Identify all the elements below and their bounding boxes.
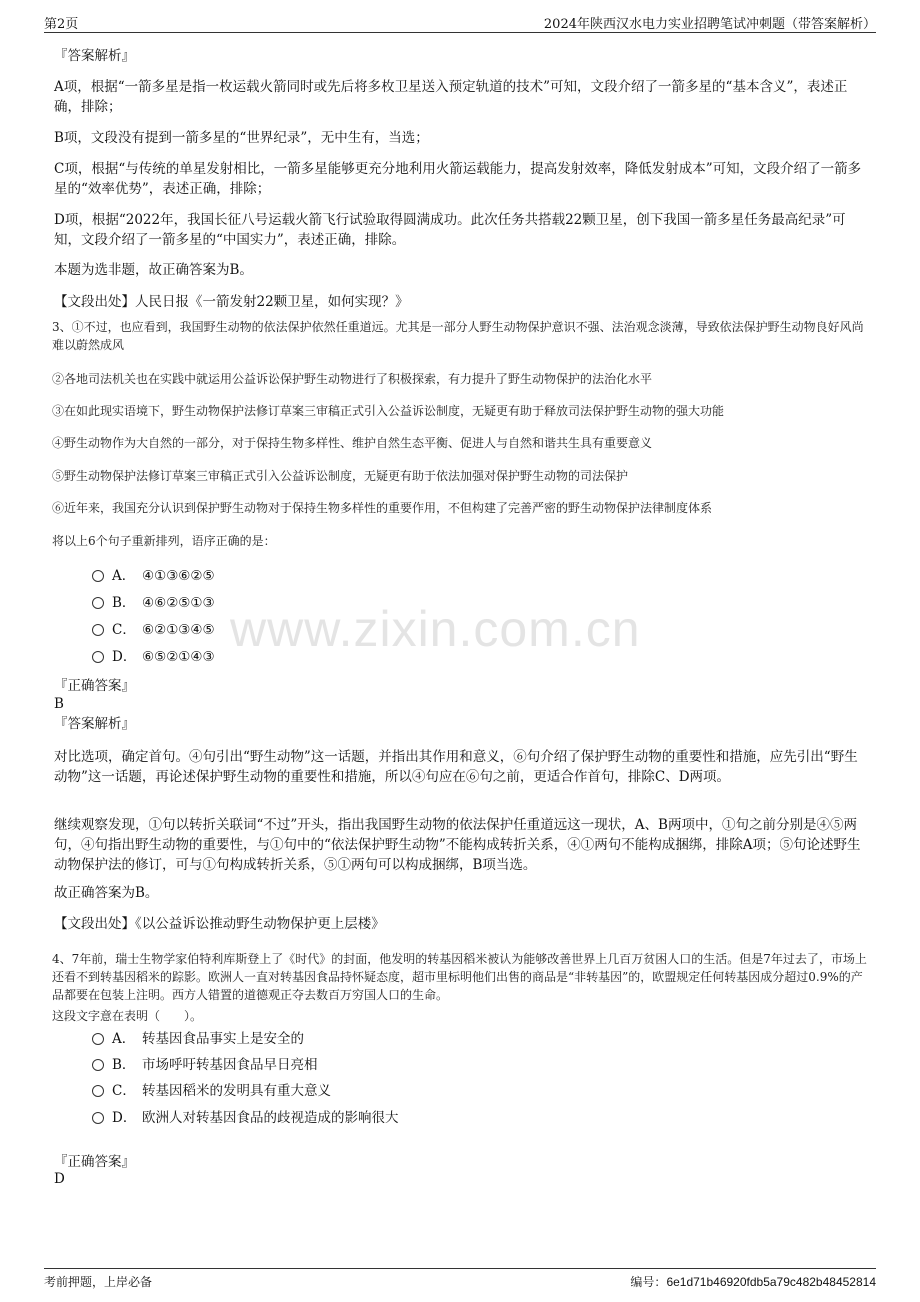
radio-button-icon[interactable] [92,651,104,663]
correct-answer-heading: 『正确答案』 [54,1154,135,1170]
source-citation: 【文段出处】人民日报《一箭发射22颗卫星，如何实现？》 [54,294,409,310]
q3-option-a[interactable]: A． ④①③⑥②⑤ [92,566,215,586]
radio-button-icon[interactable] [92,1112,104,1124]
analysis-option-d: D项，根据“2022年，我国长征八号运载火箭飞行试验取得圆满成功。此次任务共搭载22颗卫星，创下我国一箭多星任务最高纪录”可知，文段介绍了一箭多星的“中国实力”，表述正确，排除。 [54,212,846,248]
radio-button-icon[interactable] [92,1033,104,1045]
radio-button-icon[interactable] [92,570,104,582]
q3-option-d[interactable]: D． ⑥⑤②①④③ [92,647,215,667]
q3-sentence-5: ⑤野生动物保护法修订草案三审稿正式引入公益诉讼制度，无疑更有助于依法加强对保护野生动物的司法保护 [52,469,629,483]
q4-option-d[interactable]: D． 欧洲人对转基因食品的歧视造成的影响很大 [92,1108,399,1128]
radio-button-icon[interactable] [92,1059,104,1071]
analysis-conclusion: 本题为选非题，故正确答案为B。 [54,262,253,278]
correct-answer: D [54,1171,65,1187]
radio-button-icon[interactable] [92,597,104,609]
source-citation: 【文段出处】《以公益诉讼推动野生动物保护更上层楼》 [54,916,385,932]
page-header [44,10,876,33]
analysis-paragraph-2: 继续观察发现，①句以转折关联词“不过”开头，指出我国野生动物的依法保护任重道远这一现状，A、B两项中，①句之前分别是④⑤两句，④句指出野生动物的重要性，与①句中的“依法保护野生动物”不能构成转折关系，④①两句不能构成捆绑，排除A项；⑤句论述野生动物保护法的修订，可与①句构成转折关系，⑤①两句可以构成捆绑，B项当选。 [54,817,861,873]
correct-answer: B [54,696,64,712]
q4-stem: 4、7年前，瑞士生物学家伯特利库斯登上了《时代》的封面，他发明的转基因稻米被认为能够改善世界上几百万贫困人口的生活。但是7年过去了，市场上还看不到转基因稻米的踪影。欧洲人一直对转基因食品持怀疑态度，超市里标明他们出售的商品是“非转基因”的，欧盟规定任何转基因成分超过0.9%的产品都要在包装上注明。西方人错置的道德观正夺去数百万穷国人口的生命。 [52,952,867,1002]
analysis-heading: 『答案解析』 [54,716,135,732]
q3-option-c[interactable]: C． ⑥②①③④⑤ [92,620,215,640]
q4-option-c[interactable]: C． 转基因稻米的发明具有重大意义 [92,1081,331,1101]
document-code: 编号：6e1d71b46920fdb5a79c482b48452814 [630,1275,876,1289]
footer-slogan: 考前押题，上岸必备 [44,1275,153,1289]
q4-option-a[interactable]: A． 转基因食品事实上是安全的 [92,1029,304,1049]
correct-answer-heading: 『正确答案』 [54,678,135,694]
radio-button-icon[interactable] [92,624,104,636]
q3-sentence-6: ⑥近年来，我国充分认识到保护野生动物对于保持生物多样性的重要作用，不但构建了完善严密的野生动物保护法律制度体系 [52,501,713,515]
analysis-conclusion: 故正确答案为B。 [54,885,159,901]
page-footer [44,1268,876,1293]
q3-sentence-3: ③在如此现实语境下，野生动物保护法修订草案三审稿正式引入公益诉讼制度，无疑更有助于释放司法保护野生动物的强大功能 [52,404,725,418]
q3-sentence-2: ②各地司法机关也在实践中就运用公益诉讼保护野生动物进行了积极探索，有力提升了野生动物保护的法治化水平 [52,372,653,386]
q4-option-b[interactable]: B． 市场呼吁转基因食品早日亮相 [92,1055,318,1075]
watermark: www.zixin.com.cn [230,601,641,657]
q4-prompt: 这段文字意在表明（ ）。 [52,1009,203,1023]
document-title: 2024年陕西汉水电力实业招聘笔试冲刺题（带答案解析） [543,17,876,32]
q3-option-b[interactable]: B． ④⑥②⑤①③ [92,593,215,613]
analysis-paragraph-1: 对比选项，确定首句。④句引出“野生动物”这一话题，并指出其作用和意义，⑥句介绍了保护野生动物的重要性和措施，应先引出“野生动物”这一话题，再论述保护野生动物的重要性和措施，所以④句应在⑥句之前，更适合作首句，排除C、D两项。 [54,749,858,785]
q3-sentence-4: ④野生动物作为大自然的一部分，对于保持生物多样性、维护自然生态平衡、促进人与自然和谐共生具有重要意义 [52,436,653,450]
q3-prompt: 将以上6个句子重新排列，语序正确的是： [52,534,276,548]
analysis-option-c: C项，根据“与传统的单星发射相比，一箭多星能够更充分地利用火箭运载能力，提高发射效率，降低发射成本”可知，文段介绍了一箭多星的“效率优势”，表述正确，排除； [54,161,862,197]
q3-sentence-1: 3、①不过，也应看到，我国野生动物的依法保护依然任重道远。尤其是一部分人野生动物保护意识不强、法治观念淡薄，导致依法保护野生动物良好风尚难以蔚然成风 [52,320,864,352]
analysis-option-b: B项，文段没有提到一箭多星的“世界纪录”，无中生有，当选； [54,130,429,146]
radio-button-icon[interactable] [92,1085,104,1097]
analysis-option-a: A项，根据“一箭多星是指一枚运载火箭同时或先后将多枚卫星送入预定轨道的技术”可知，文段介绍了一箭多星的“基本含义”，表述正确，排除； [54,79,848,115]
analysis-heading: 『答案解析』 [54,48,135,64]
page-number: 第2页 [44,17,79,32]
